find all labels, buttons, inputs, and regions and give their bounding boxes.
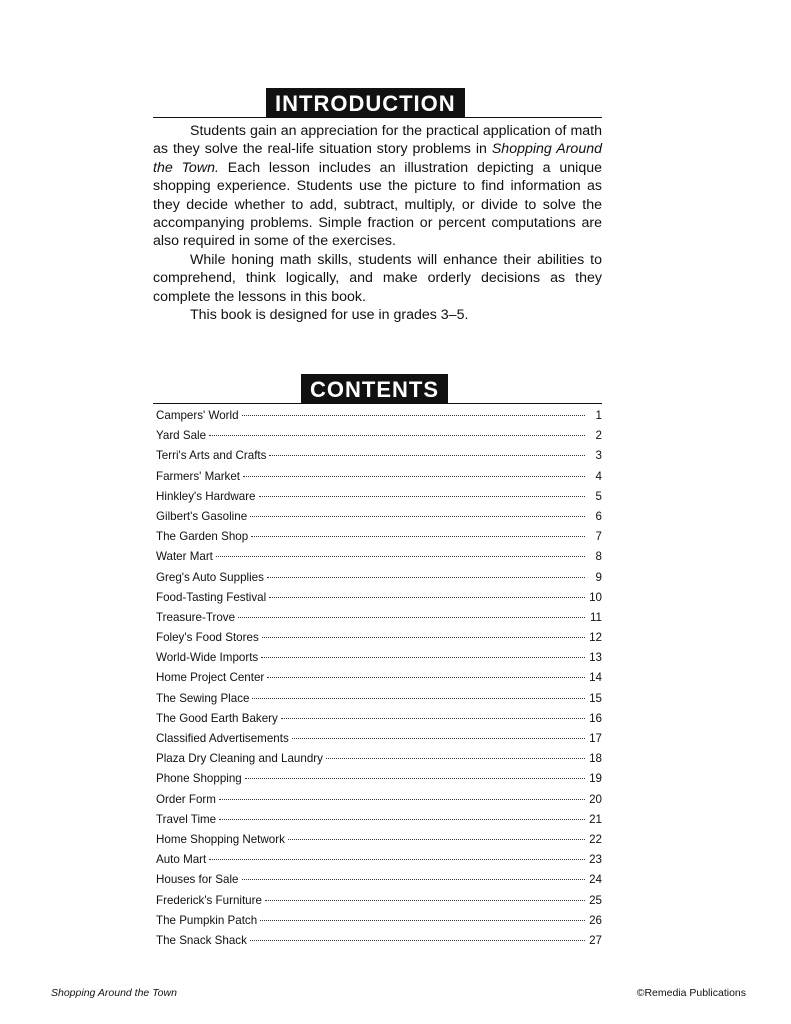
toc-entry	[156, 409, 602, 429]
toc-entry	[156, 853, 602, 873]
toc-entry-title: Travel Time	[156, 812, 217, 826]
footer-book-title: Shopping Around the Town	[51, 987, 177, 999]
toc-entry-page: 1	[595, 409, 602, 422]
toc-entry	[156, 510, 602, 530]
toc-entry-page: 3	[595, 449, 602, 463]
toc-entry-title: The Good Earth Bakery	[156, 711, 278, 725]
toc-entry-page: 27	[589, 933, 602, 947]
toc-leader-dots	[252, 698, 585, 699]
toc-entry-page: 19	[589, 772, 602, 786]
toc-entry-title: Order Form	[156, 792, 216, 806]
toc-entry	[156, 914, 602, 934]
toc-entry-page: 25	[589, 893, 602, 907]
toc-leader-dots	[262, 637, 585, 638]
toc-entry	[156, 934, 602, 954]
toc-leader-dots	[250, 516, 585, 517]
introduction-header	[153, 86, 602, 118]
toc-leader-dots	[219, 799, 585, 800]
toc-entry-title: Foley's Food Stores	[156, 631, 259, 645]
toc-leader-dots	[261, 657, 585, 658]
toc-entry	[156, 833, 602, 853]
toc-entry-title: Campers' World	[156, 409, 239, 422]
toc-leader-dots	[243, 476, 585, 477]
toc-entry-title: Phone Shopping	[156, 772, 242, 786]
intro-paragraph-3: This book is designed for use in grades 3–5.	[190, 307, 469, 324]
toc-entry-title: Hinkley's Hardware	[156, 489, 256, 503]
toc-entry-page: 13	[589, 651, 602, 665]
toc-entry-page: 2	[595, 429, 602, 443]
toc-entry-page: 10	[589, 590, 602, 604]
toc-leader-dots	[238, 617, 585, 618]
toc-entry-title: Frederick's Furniture	[156, 893, 262, 907]
toc-entry-title: Farmers' Market	[156, 469, 241, 483]
toc-entry-page: 22	[589, 832, 602, 846]
toc-entry	[156, 611, 602, 631]
toc-entry	[156, 530, 602, 550]
toc-entry-title: The Sewing Place	[156, 691, 250, 705]
table-of-contents	[156, 409, 602, 954]
toc-entry-title: World-Wide Imports	[156, 651, 259, 665]
toc-leader-dots	[242, 415, 585, 416]
toc-leader-dots	[265, 900, 585, 901]
toc-entry-title: Houses for Sale	[156, 873, 239, 887]
toc-leader-dots	[260, 920, 585, 921]
toc-entry-title: Gilbert's Gasoline	[156, 509, 248, 523]
toc-entry	[156, 490, 602, 510]
toc-entry-page: 12	[589, 631, 602, 645]
toc-entry-title: Home Project Center	[156, 671, 265, 685]
toc-entry	[156, 692, 602, 712]
toc-entry-title: The Pumpkin Patch	[156, 913, 258, 927]
toc-leader-dots	[281, 718, 585, 719]
toc-entry-page: 9	[595, 570, 602, 584]
toc-entry-title: Treasure-Trove	[156, 610, 236, 624]
toc-entry-page: 7	[595, 530, 602, 544]
toc-leader-dots	[251, 536, 585, 537]
toc-entry-page: 8	[595, 550, 602, 564]
introduction-title: INTRODUCTION	[266, 88, 465, 118]
toc-entry-page: 4	[595, 469, 602, 483]
toc-entry-page: 20	[589, 792, 602, 806]
toc-entry-title: Home Shopping Network	[156, 832, 285, 846]
toc-entry-page: 24	[589, 873, 602, 887]
toc-entry-title: Food-Tasting Festival	[156, 590, 267, 604]
toc-entry-page: 23	[589, 853, 602, 867]
toc-entry-title: Terri's Arts and Crafts	[156, 449, 267, 463]
toc-entry	[156, 772, 602, 792]
toc-entry	[156, 813, 602, 833]
toc-entry-title: The Garden Shop	[156, 530, 249, 544]
intro-paragraph-1: Students gain an appreciation for the practical application of math as they solve the real-life situation story problems in Shopping Around the Town. Each lesson includes an illustration depicting a unique shopping experience. Students use the picture to find information as they decide whether to add, subtract, multiply, or divide to solve the accompanying problems. Simple fraction or percent computations are also required in some of the exercises.	[153, 123, 603, 250]
toc-entry	[156, 429, 602, 449]
toc-entry	[156, 449, 602, 469]
toc-leader-dots	[209, 435, 585, 436]
toc-leader-dots	[292, 738, 585, 739]
toc-entry-page: 5	[595, 489, 602, 503]
toc-entry-page: 18	[589, 752, 602, 766]
toc-leader-dots	[267, 677, 585, 678]
toc-entry-page: 26	[589, 913, 602, 927]
toc-entry-page: 6	[595, 509, 602, 523]
toc-entry	[156, 894, 602, 914]
toc-leader-dots	[216, 556, 585, 557]
toc-leader-dots	[219, 819, 585, 820]
toc-entry-title: Water Mart	[156, 550, 213, 564]
toc-entry	[156, 571, 602, 591]
toc-leader-dots	[259, 496, 585, 497]
footer-publisher: ©Remedia Publications	[636, 987, 746, 999]
book-title-italic: Shopping Around the Town.	[153, 141, 602, 176]
toc-entry	[156, 591, 602, 611]
toc-entry	[156, 873, 602, 893]
toc-entry	[156, 793, 602, 813]
toc-entry	[156, 671, 602, 691]
toc-entry	[156, 631, 602, 651]
toc-entry-page: 16	[589, 711, 602, 725]
toc-entry	[156, 550, 602, 570]
toc-entry-title: Yard Sale	[156, 429, 207, 443]
toc-leader-dots	[269, 597, 585, 598]
contents-header	[153, 372, 602, 404]
introduction-body	[153, 122, 602, 324]
toc-leader-dots	[209, 859, 585, 860]
toc-leader-dots	[288, 839, 585, 840]
toc-leader-dots	[242, 879, 586, 880]
toc-entry-title: Classified Advertisements	[156, 732, 289, 745]
intro-paragraph-2: While honing math skills, students will enhance their abilities to comprehend, think logically, and make orderly decisions as they complete the lessons in this book.	[153, 251, 602, 305]
toc-entry	[156, 732, 602, 752]
toc-entry	[156, 752, 602, 772]
toc-entry-page: 17	[589, 732, 602, 745]
toc-entry-page: 15	[589, 691, 602, 705]
toc-entry	[156, 651, 602, 671]
toc-entry-page: 14	[589, 671, 602, 685]
toc-entry-title: The Snack Shack	[156, 933, 247, 947]
toc-leader-dots	[326, 758, 585, 759]
toc-entry	[156, 712, 602, 732]
toc-entry-title: Plaza Dry Cleaning and Laundry	[156, 752, 323, 766]
toc-leader-dots	[269, 455, 585, 456]
toc-leader-dots	[245, 778, 585, 779]
toc-leader-dots	[267, 577, 585, 578]
toc-entry-title: Auto Mart	[156, 853, 207, 867]
toc-leader-dots	[250, 940, 585, 941]
toc-entry-page: 21	[589, 812, 602, 826]
contents-title: CONTENTS	[301, 374, 448, 404]
toc-entry-title: Greg's Auto Supplies	[156, 570, 264, 584]
toc-entry-page: 11	[589, 610, 602, 624]
toc-entry	[156, 470, 602, 490]
